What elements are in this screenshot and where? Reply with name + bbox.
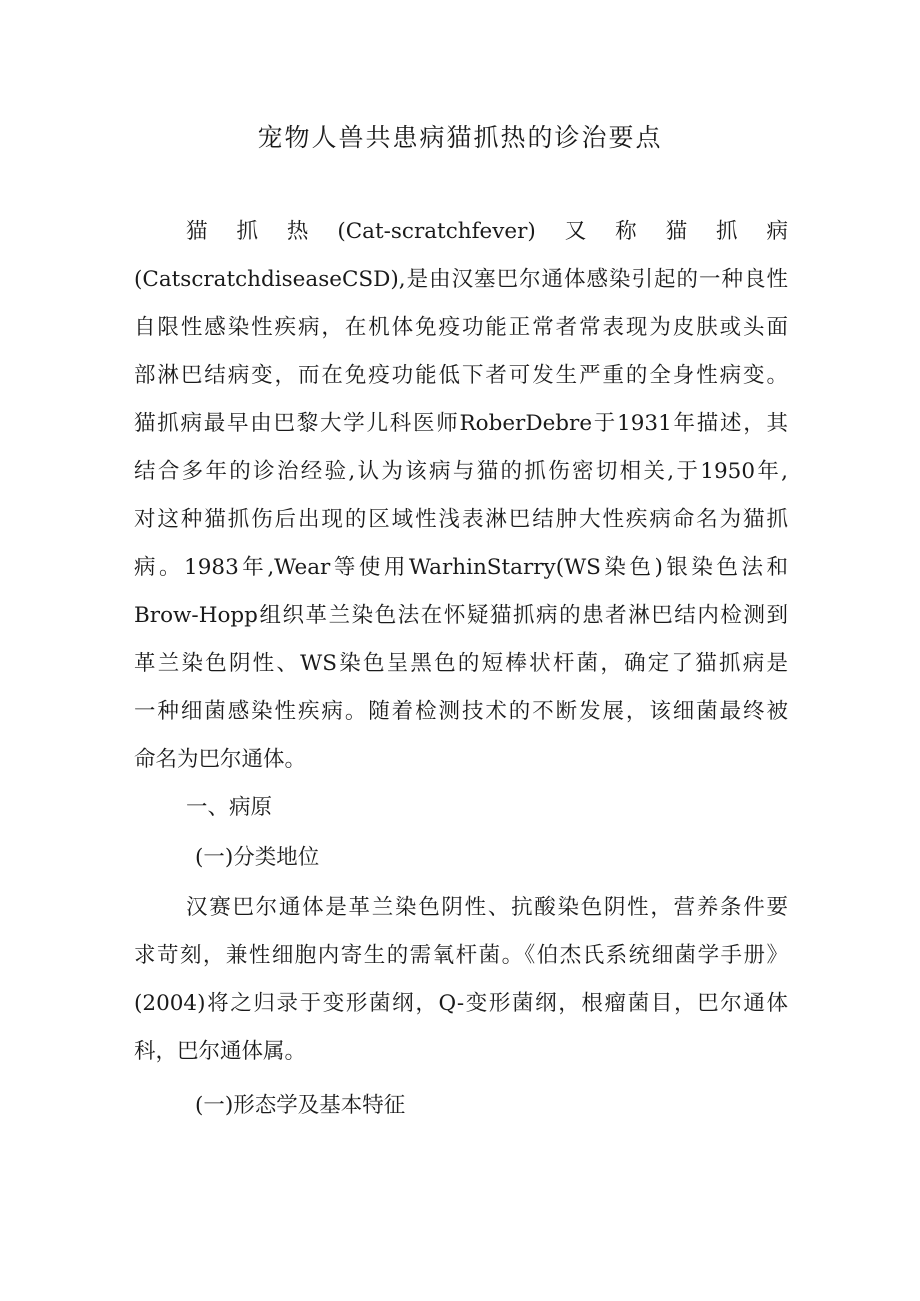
section-heading: 一、病原 — [186, 795, 273, 820]
paragraph-line: 猫抓病最早由巴黎大学儿科医师RoberDebre于1931年描述，其 — [134, 411, 788, 436]
paragraph-line: Brow-Hopp组织革兰染色法在怀疑猫抓病的患者淋巴结内检测到 — [134, 603, 788, 628]
paragraph-line: 汉赛巴尔通体是革兰染色阴性、抗酸染色阴性，营养条件要 — [186, 895, 788, 920]
paragraph-line: 部淋巴结病变，而在免疫功能低下者可发生严重的全身性病变。 — [134, 363, 788, 388]
paragraph-line: 自限性感染性疾病，在机体免疫功能正常者常表现为皮肤或头面 — [134, 315, 788, 340]
paragraph-line: 一种细菌感染性疾病。随着检测技术的不断发展，该细菌最终被 — [134, 699, 788, 724]
paragraph-line: (2004)将之归录于变形菌纲，Q-变形菌纲，根瘤菌目，巴尔通体 — [134, 991, 788, 1016]
paragraph-line: 科，巴尔通体属。 — [134, 1039, 307, 1064]
paragraph-line: 求苛刻，兼性细胞内寄生的需氧杆菌。《伯杰氏系统细菌学手册》 — [134, 943, 788, 968]
paragraph-line: 命名为巴尔通体。 — [134, 747, 307, 772]
paragraph-line: 革兰染色阴性、WS染色呈黑色的短棒状杆菌，确定了猫抓病是 — [134, 651, 788, 676]
paragraph-line: 对这种猫抓伤后出现的区域性浅表淋巴结肿大性疾病命名为猫抓 — [134, 507, 788, 532]
paragraph-line: (CatscratchdiseaseCSD),是由汉塞巴尔通体感染引起的一种良性 — [134, 267, 788, 292]
document-title: 宠物人兽共患病猫抓热的诊治要点 — [257, 123, 663, 152]
subsection-heading: (一)形态学及基本特征 — [195, 1093, 406, 1118]
paragraph-line: 结合多年的诊治经验,认为该病与猫的抓伤密切相关,于1950年, — [134, 459, 788, 484]
paragraph-line: 猫 抓 热 (Cat-scratchfever) 又 称 猫 抓 病 — [186, 219, 788, 244]
paragraph-line: 病。1983年,Wear等使用WarhinStarry(WS染色)银染色法和 — [134, 555, 788, 580]
subsection-heading: (一)分类地位 — [195, 845, 320, 870]
